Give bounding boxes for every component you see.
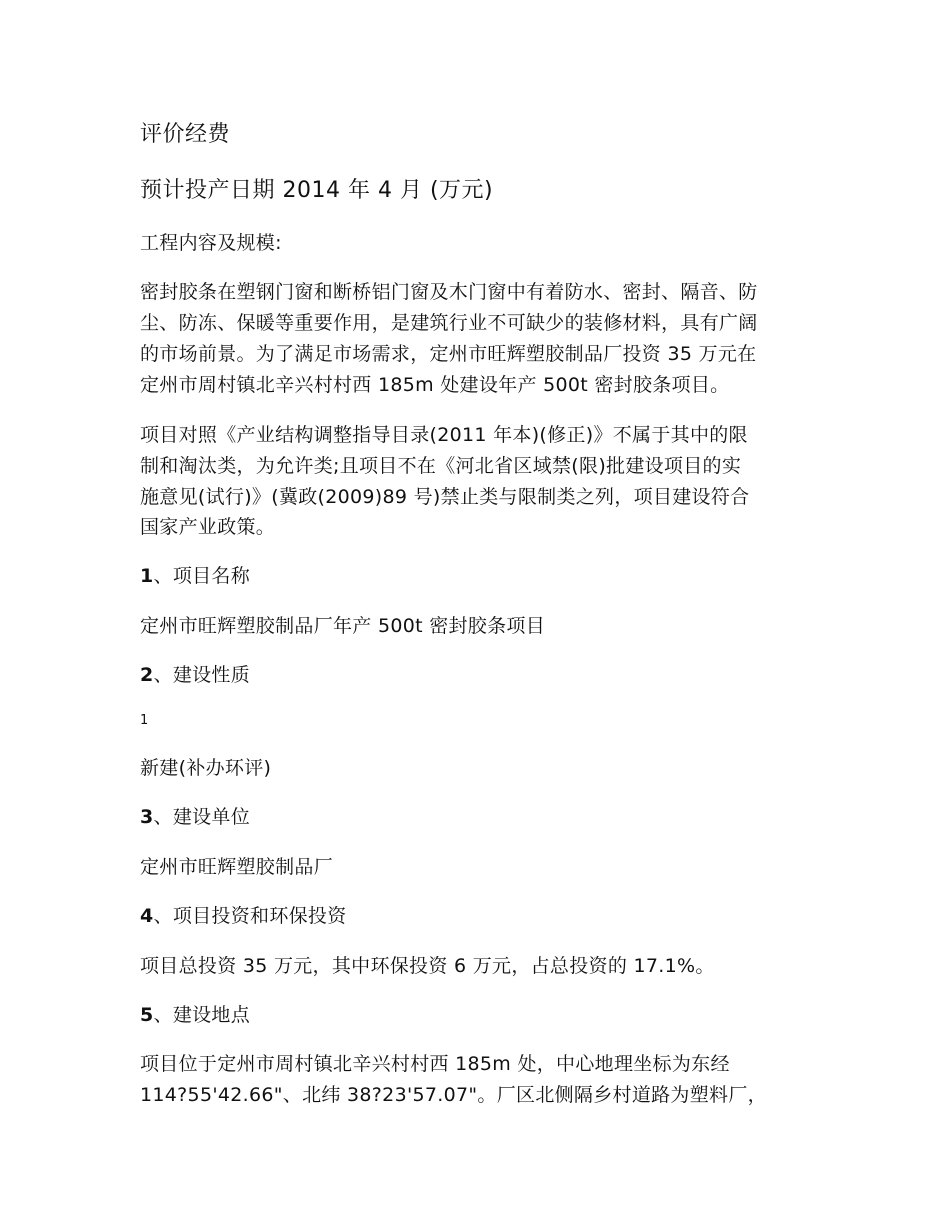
section-1-heading <box>140 561 250 591</box>
section-1-title: 、项目名称 <box>153 565 251 587</box>
section-3-number: 3 <box>140 806 154 828</box>
section-2-number: 2 <box>140 664 154 686</box>
section-2-heading <box>140 660 250 690</box>
para1-line-4: 定州市周村镇北辛兴村村西 185m 处建设年产 500t 密封胶条项目。 <box>140 374 730 396</box>
section-1-number: 1 <box>140 565 154 587</box>
section-3-title: 、建设单位 <box>153 806 251 828</box>
section-4-text: 项目总投资 35 万元，其中环保投资 6 万元，占总投资的 17.1%。 <box>140 955 715 977</box>
section-1-text: 定州市旺辉塑胶制品厂年产 500t 密封胶条项目 <box>140 615 545 637</box>
scope-label: 工程内容及规模: <box>140 232 282 254</box>
section-5-heading <box>140 1000 250 1030</box>
para1-line-2: 尘、防冻、保暖等重要作用，是建筑行业不可缺少的装修材料，具有广阔 <box>140 312 758 334</box>
section-5-number: 5 <box>140 1004 154 1026</box>
page-number: 1 <box>140 713 149 728</box>
section-5-text-line-2: 114?55'42.66"、北纬 38?23'57.07"。厂区北侧隔乡村道路为塑料厂， <box>140 1084 767 1106</box>
para2-line-1: 项目对照《产业结构调整指导目录(2011 年本)(修正)》不属于其中的限 <box>140 424 748 446</box>
section-5-title: 、建设地点 <box>153 1004 251 1026</box>
section-3-heading <box>140 802 250 832</box>
para1-line-3: 的市场前景。为了满足市场需求，定州市旺辉塑胶制品厂投资 35 万元在 <box>140 343 757 365</box>
section-4-heading <box>140 901 347 931</box>
section-5-text-line-1: 项目位于定州市周村镇北辛兴村村西 185m 处，中心地理坐标为东经 <box>140 1053 730 1075</box>
section-2-title: 、建设性质 <box>153 664 251 686</box>
heading-evaluation-cost: 评价经费 <box>140 122 231 147</box>
section-3-text: 定州市旺辉塑胶制品厂 <box>140 856 334 878</box>
heading-production-date: 预计投产日期 2014 年 4 月 (万元) <box>140 178 494 203</box>
para2-line-2: 制和淘汰类，为允许类;且项目不在《河北省区域禁(限)批建设项目的实 <box>140 455 742 477</box>
para2-line-4: 国家产业政策。 <box>140 516 276 538</box>
section-2-text: 新建(补办环评) <box>140 757 272 779</box>
para1-line-1: 密封胶条在塑钢门窗和断桥铝门窗及木门窗中有着防水、密封、隔音、防 <box>140 281 758 303</box>
para2-line-3: 施意见(试行)》(冀政(2009)89 号)禁止类与限制类之列，项目建设符合 <box>140 486 750 508</box>
section-4-title: 、项目投资和环保投资 <box>153 905 347 927</box>
section-4-number: 4 <box>140 905 154 927</box>
